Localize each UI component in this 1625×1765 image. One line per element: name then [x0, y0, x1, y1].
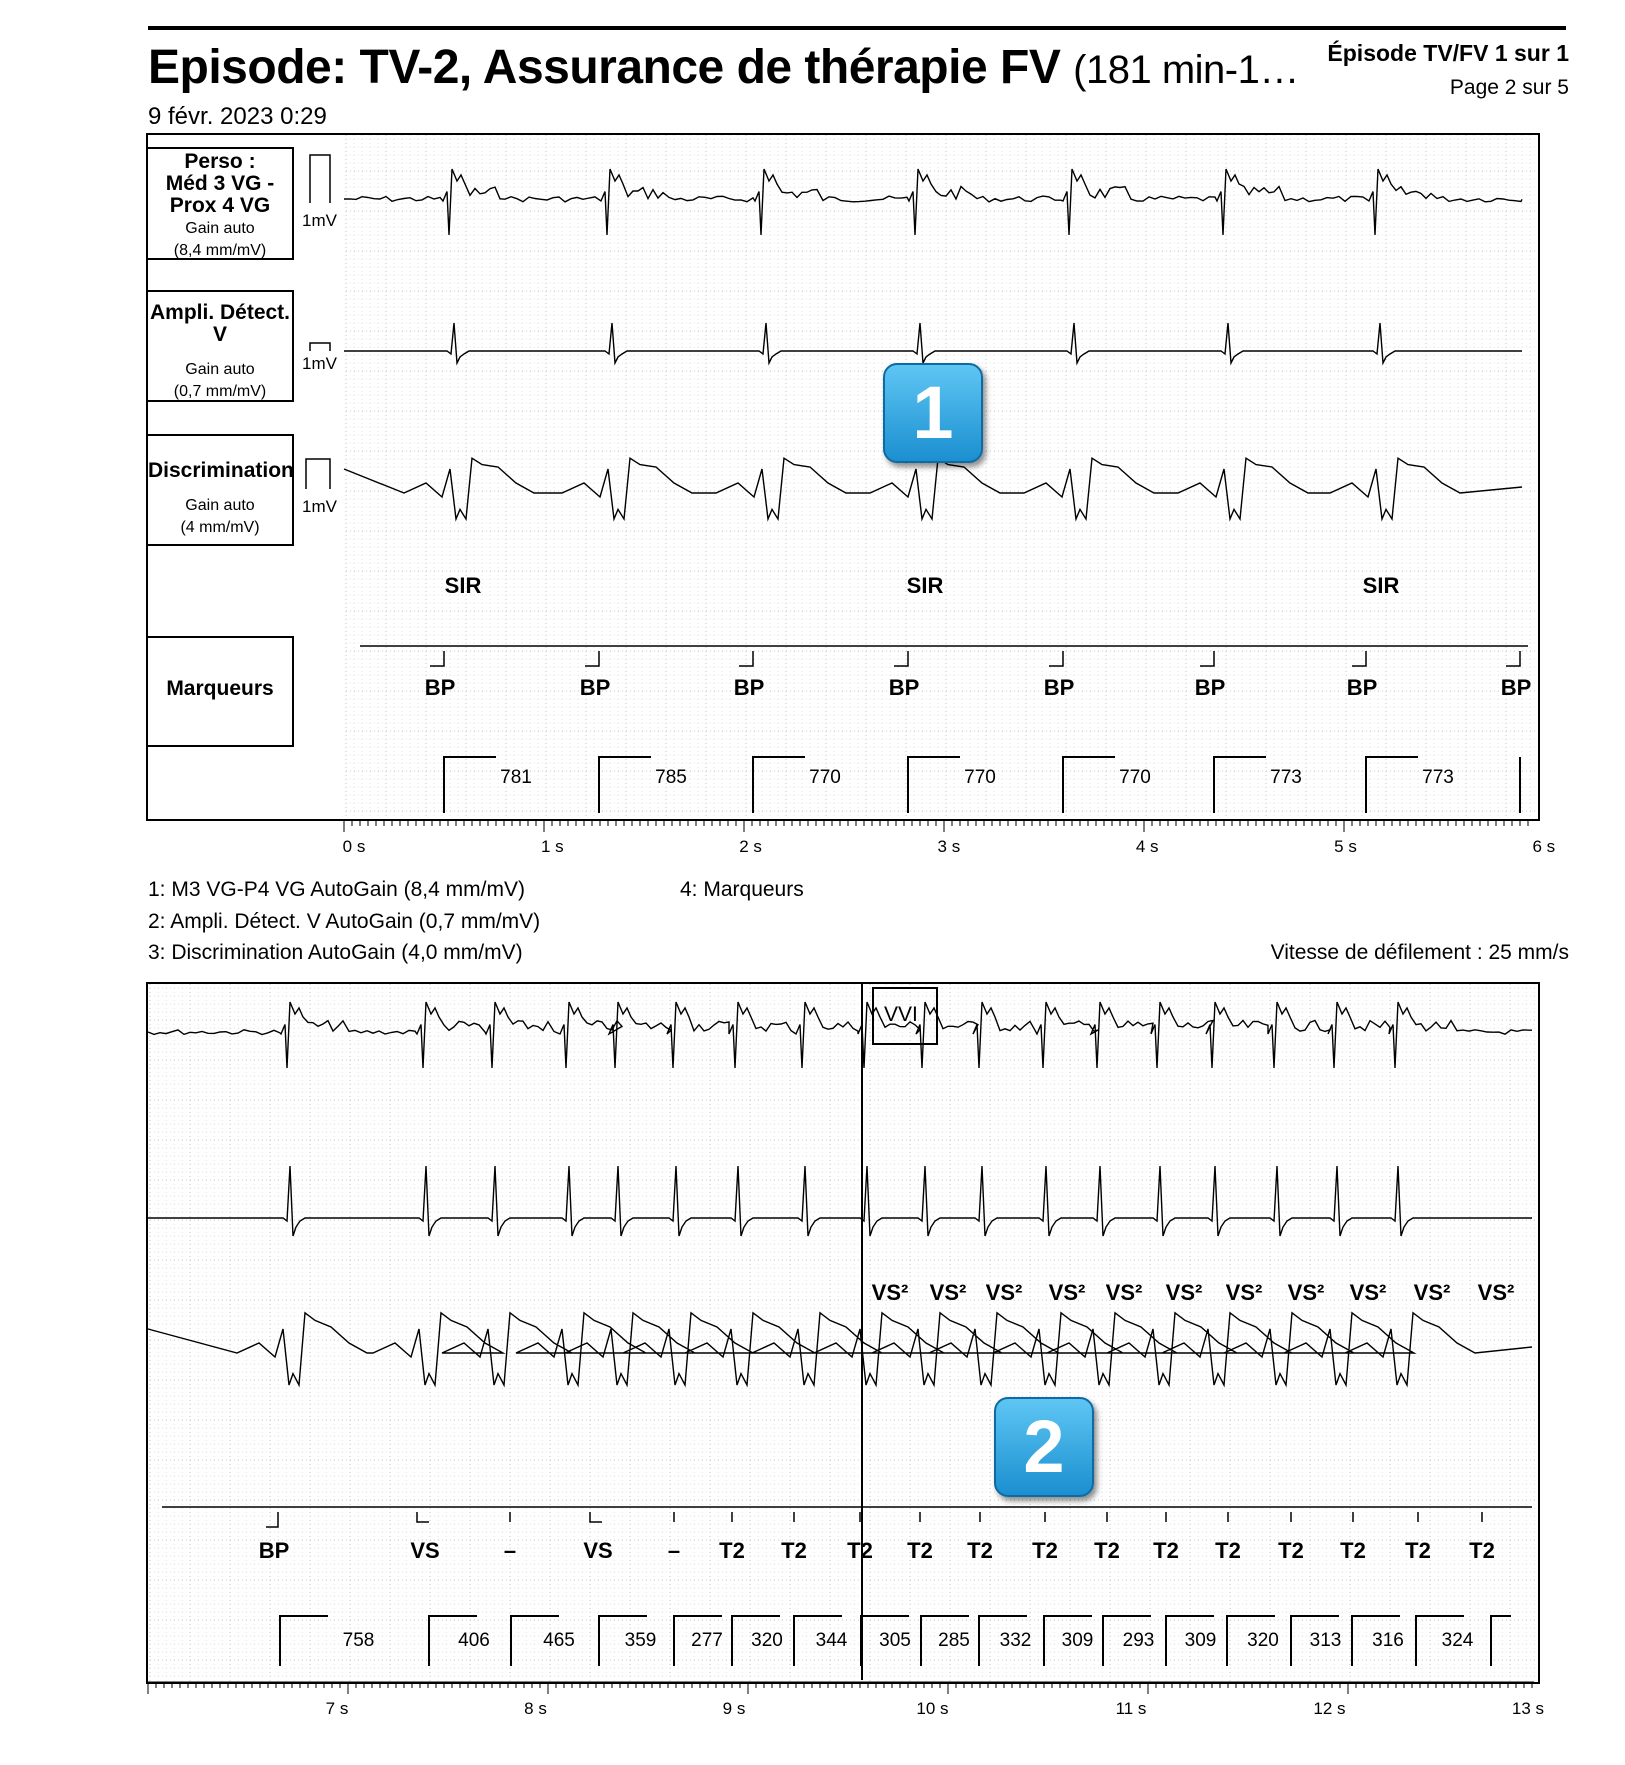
- scroll-speed: Vitesse de défilement : 25 mm/s: [1270, 941, 1569, 964]
- marker-tick: [894, 651, 908, 666]
- vs-label: VS²: [1413, 1280, 1451, 1305]
- channel-1-gain-value: (8,4 mm/mV): [173, 242, 267, 259]
- vs-label: VS²: [1048, 1280, 1086, 1305]
- marker-label: –: [503, 1538, 517, 1563]
- time-tick-label: 0 s: [342, 837, 366, 856]
- scale-label-2: 1mV: [302, 354, 337, 373]
- marker-label: BP: [258, 1538, 290, 1563]
- marker-label: BP: [424, 675, 456, 700]
- channel-1-gain: Gain auto: [185, 220, 255, 237]
- interval-bracket: [1063, 757, 1115, 813]
- interval-value: 785: [655, 767, 687, 788]
- sir-label: SIR: [444, 573, 482, 598]
- marker-tick: [1352, 651, 1366, 666]
- interval-value: 781: [500, 767, 532, 788]
- channel-3-trace: [344, 458, 1522, 519]
- marker-label: T2: [967, 1538, 993, 1563]
- interval-bracket: [280, 1616, 328, 1666]
- time-tick-label: 3 s: [937, 837, 961, 856]
- interval-value: 313: [1309, 1630, 1342, 1651]
- interval-bracket: [1366, 757, 1418, 813]
- time-tick-label: 6 s: [1532, 837, 1556, 856]
- marker-tick: [1049, 651, 1063, 666]
- interval-value: 344: [815, 1630, 848, 1651]
- marker-label: BP: [1194, 675, 1226, 700]
- marker-tick: [1200, 651, 1214, 666]
- legend-item-1: 1: M3 VG-P4 VG AutoGain (8,4 mm/mV): [148, 878, 525, 901]
- strip-2-channel-1-trace: [148, 1002, 1532, 1068]
- rate-text: (181 min-1…: [1073, 48, 1299, 92]
- time-tick-label: 1 s: [540, 837, 564, 856]
- legend-item-2: 2: Ampli. Détect. V AutoGain (0,7 mm/mV): [148, 910, 541, 933]
- interval-value: 758: [342, 1630, 375, 1651]
- marker-label: BP: [1346, 675, 1378, 700]
- interval-value: 770: [809, 767, 841, 788]
- vs-label: VS²: [1105, 1280, 1143, 1305]
- marker-label: T2: [1094, 1538, 1120, 1563]
- episode-title: [148, 40, 1299, 95]
- marker-label: BP: [1500, 675, 1532, 700]
- legend-item-4: 4: Marqueurs: [680, 878, 804, 901]
- marker-label: T2: [907, 1538, 933, 1563]
- marker-label: T2: [781, 1538, 807, 1563]
- annotation-badge-1: 1: [883, 363, 983, 463]
- interval-bracket: [1214, 757, 1266, 813]
- strip-2-time-axis: [146, 1680, 1566, 1740]
- interval-value: 770: [1119, 767, 1151, 788]
- interval-value: 293: [1122, 1630, 1155, 1651]
- interval-value: 359: [624, 1630, 657, 1651]
- vs-label: VS²: [1349, 1280, 1387, 1305]
- calibration-pulse-2: [310, 343, 330, 351]
- annotation-badge-2: 2: [994, 1397, 1094, 1497]
- marker-tick: [739, 651, 753, 666]
- calibration-pulse-1: [310, 155, 330, 203]
- interval-value: 285: [938, 1630, 970, 1651]
- vs-label: VS²: [1287, 1280, 1325, 1305]
- sir-label: SIR: [1362, 573, 1400, 598]
- time-tick-label: 2 s: [739, 837, 762, 856]
- channel-2-name-1: Ampli. Détect.: [149, 301, 291, 324]
- time-tick-label: 10 s: [916, 1699, 949, 1718]
- legend-item-3: 3: Discrimination AutoGain (4,0 mm/mV): [148, 941, 523, 964]
- time-tick-label: 4 s: [1135, 837, 1159, 856]
- time-tick-label: 5 s: [1334, 837, 1357, 856]
- marker-label: T2: [1469, 1538, 1495, 1563]
- strip-1-traces: [146, 133, 1536, 817]
- episode-count: Épisode TV/FV 1 sur 1: [1327, 40, 1569, 66]
- interval-value: 305: [879, 1630, 911, 1651]
- channel-3-gain: Gain auto: [185, 497, 255, 514]
- marker-label: VS: [583, 1538, 613, 1563]
- header-rule: [148, 26, 1566, 30]
- marker-tick: [585, 651, 599, 666]
- vs-label: VS²: [871, 1280, 909, 1305]
- interval-value: 406: [458, 1630, 490, 1651]
- time-tick-label: 7 s: [325, 1699, 349, 1718]
- interval-bracket: [444, 757, 496, 813]
- interval-value: 309: [1061, 1630, 1094, 1651]
- mode-box-label: VVI: [884, 1003, 918, 1026]
- interval-value: 277: [691, 1630, 723, 1651]
- marker-label: BP: [579, 675, 611, 700]
- calibration-pulse-3: [306, 459, 330, 489]
- marker-label: T2: [1032, 1538, 1058, 1563]
- strip-2-channel-2-trace: [148, 1166, 1532, 1236]
- channel-1-name-1: Perso :: [184, 150, 256, 173]
- marker-tick: [590, 1512, 602, 1522]
- interval-bracket: [1491, 1616, 1511, 1666]
- marker-label: BP: [733, 675, 765, 700]
- marker-label: –: [667, 1538, 681, 1563]
- vs-label: VS²: [985, 1280, 1023, 1305]
- channel-2-trace: [344, 323, 1522, 363]
- channel-1-trace: [344, 169, 1522, 235]
- marker-label: BP: [1043, 675, 1075, 700]
- interval-value: 316: [1372, 1630, 1404, 1651]
- interval-value: 773: [1422, 767, 1454, 788]
- channel-4-name: Marqueurs: [166, 677, 274, 700]
- marker-tick: [430, 651, 444, 666]
- marker-label: BP: [888, 675, 920, 700]
- channel-1-name-3: Prox 4 VG: [169, 194, 271, 217]
- channel-2-gain: Gain auto: [185, 361, 255, 378]
- interval-bracket: [908, 757, 960, 813]
- strip-1-time-axis: [146, 818, 1566, 878]
- episode-date: 9 févr. 2023 0:29: [148, 103, 327, 130]
- page-number: Page 2 sur 5: [1449, 76, 1569, 99]
- vs-label: VS²: [1477, 1280, 1515, 1305]
- time-tick-label: 9 s: [722, 1699, 746, 1718]
- scale-label-1: 1mV: [302, 211, 337, 230]
- interval-value: 332: [999, 1630, 1032, 1651]
- marker-label: T2: [1278, 1538, 1304, 1563]
- marker-label: T2: [1340, 1538, 1366, 1563]
- channel-3-name-1: Discrimination: [148, 459, 294, 482]
- channel-2-gain-value: (0,7 mm/mV): [173, 383, 267, 400]
- interval-value: 324: [1441, 1630, 1474, 1651]
- interval-value: 773: [1270, 767, 1302, 788]
- scale-label-3: 1mV: [302, 497, 337, 516]
- channel-1-name-2: Méd 3 VG -: [165, 172, 275, 195]
- interval-value: 309: [1184, 1630, 1217, 1651]
- marker-tick: [417, 1512, 429, 1522]
- marker-label: T2: [847, 1538, 873, 1563]
- sir-label: SIR: [906, 573, 944, 598]
- interval-value: 465: [543, 1630, 575, 1651]
- vs-label: VS²: [1165, 1280, 1203, 1305]
- channel-2-name-2: V: [212, 323, 227, 346]
- time-tick-label: 8 s: [524, 1699, 547, 1718]
- marker-label: T2: [1215, 1538, 1241, 1563]
- strip-2-channel-3-trace: [148, 1313, 1532, 1385]
- interval-bracket: [753, 757, 805, 813]
- time-tick-label: 13 s: [1511, 1699, 1545, 1718]
- time-tick-label: 11 s: [1115, 1699, 1147, 1718]
- strip-2-traces: [146, 982, 1536, 1680]
- marker-label: T2: [1405, 1538, 1431, 1563]
- channel-3-gain-value: (4 mm/mV): [180, 519, 260, 536]
- vs-label: VS²: [1225, 1280, 1263, 1305]
- marker-tick: [266, 1512, 278, 1527]
- marker-label: T2: [1153, 1538, 1179, 1563]
- interval-value: 320: [751, 1630, 783, 1651]
- marker-tick: [1506, 651, 1520, 666]
- interval-value: 320: [1247, 1630, 1279, 1651]
- title-text: Episode: TV-2, Assurance de thérapie FV: [148, 41, 1061, 94]
- interval-value: 770: [964, 767, 996, 788]
- interval-bracket: [599, 757, 651, 813]
- mode-box: [872, 987, 938, 1045]
- vs-label: VS²: [929, 1280, 967, 1305]
- time-tick-label: 12 s: [1313, 1699, 1346, 1718]
- marker-label: VS: [410, 1538, 440, 1563]
- marker-label: T2: [719, 1538, 745, 1563]
